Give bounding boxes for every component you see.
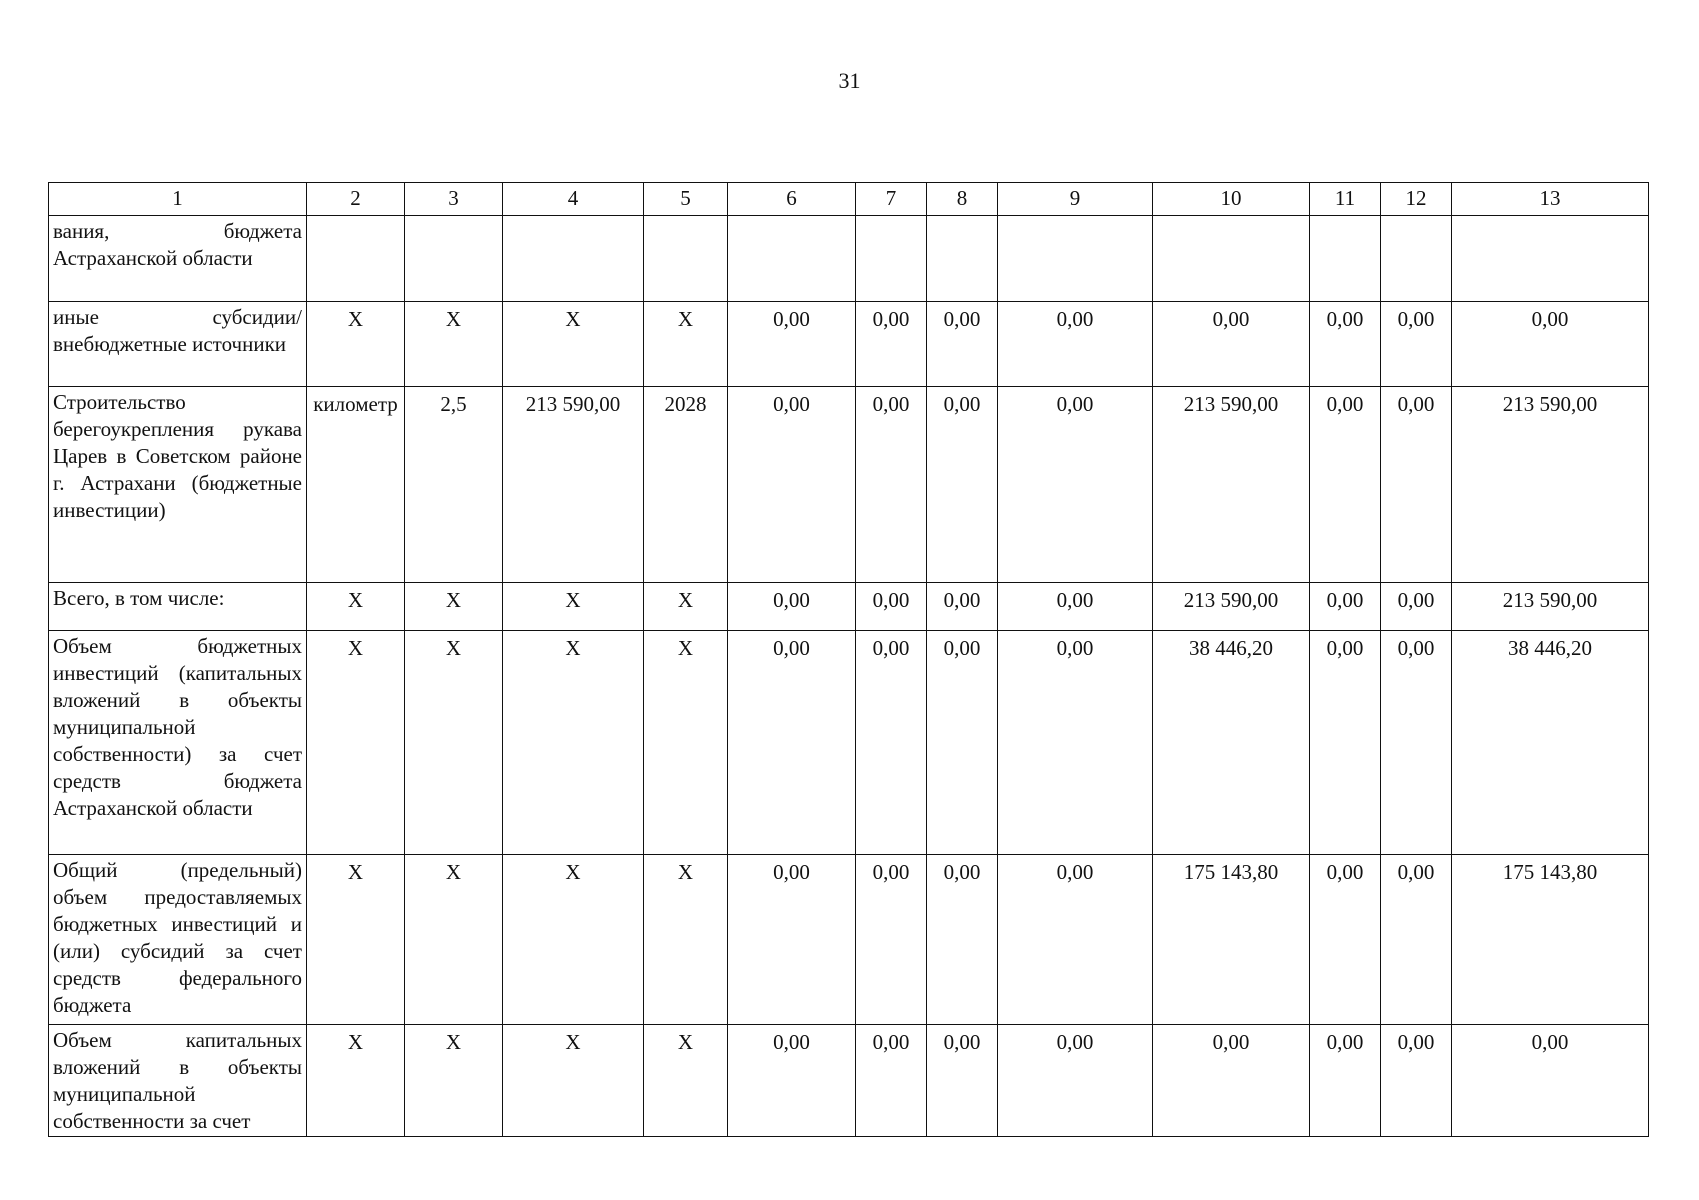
table-cell: 0,00 [927, 302, 998, 387]
table-row [49, 583, 1649, 631]
table-cell: 0,00 [728, 855, 856, 1025]
row-name-cell: Всего, в том числе: [49, 583, 307, 631]
table-cell: 0,00 [1381, 855, 1452, 1025]
table-cell: 0,00 [856, 1025, 927, 1137]
table-cell: X [405, 302, 503, 387]
table-row [49, 855, 1649, 1025]
table-cell: 0,00 [1381, 631, 1452, 855]
table-cell: X [644, 302, 728, 387]
header-cell: 9 [998, 183, 1153, 216]
table-cell: 0,00 [856, 387, 927, 583]
header-cell: 11 [1310, 183, 1381, 216]
row-name-cell: вания, бюджета Астраханской области [49, 216, 307, 302]
table-cell [1381, 216, 1452, 302]
table-cell: X [405, 631, 503, 855]
table-cell: 0,00 [927, 855, 998, 1025]
table-cell [1310, 216, 1381, 302]
table-cell: X [503, 1025, 644, 1137]
table-cell: 0,00 [927, 583, 998, 631]
table-cell: 0,00 [1310, 631, 1381, 855]
table-cell: X [644, 631, 728, 855]
table-cell: 38 446,20 [1153, 631, 1310, 855]
header-cell: 10 [1153, 183, 1310, 216]
header-cell: 4 [503, 183, 644, 216]
table-cell: 38 446,20 [1452, 631, 1649, 855]
table-cell: 0,00 [728, 1025, 856, 1137]
table-cell: 0,00 [856, 855, 927, 1025]
table-cell: X [307, 1025, 405, 1137]
table-cell: X [307, 583, 405, 631]
table-row [49, 1025, 1649, 1137]
table-cell: 0,00 [998, 1025, 1153, 1137]
table-cell: X [644, 855, 728, 1025]
table-row [49, 631, 1649, 855]
table-cell: 0,00 [1452, 302, 1649, 387]
table-cell: километр [307, 387, 405, 583]
table-cell: 175 143,80 [1452, 855, 1649, 1025]
table-cell: X [405, 855, 503, 1025]
table-cell [728, 216, 856, 302]
header-cell: 8 [927, 183, 998, 216]
table-row [49, 216, 1649, 302]
table-cell [856, 216, 927, 302]
header-cell: 7 [856, 183, 927, 216]
table-cell: 213 590,00 [503, 387, 644, 583]
header-cell: 1 [49, 183, 307, 216]
table-cell: 0,00 [1310, 583, 1381, 631]
table-cell: 0,00 [1452, 1025, 1649, 1137]
table-cell: 0,00 [856, 583, 927, 631]
header-cell: 2 [307, 183, 405, 216]
table-cell: 0,00 [1381, 583, 1452, 631]
table-cell: 0,00 [856, 631, 927, 855]
table-row [49, 302, 1649, 387]
row-name-cell: Общий (предельный) объем предоставляемых бюджетных инвестиций и (или) субсидий за счет средств федерального бюджета [49, 855, 307, 1025]
table-cell [405, 216, 503, 302]
table-cell: 0,00 [728, 631, 856, 855]
table-cell: X [405, 583, 503, 631]
table-cell: 2,5 [405, 387, 503, 583]
table-cell: 213 590,00 [1153, 387, 1310, 583]
table-cell: X [503, 631, 644, 855]
table-cell: 0,00 [1381, 387, 1452, 583]
table-cell: X [503, 583, 644, 631]
row-name-cell: Объем бюджетных инвестиций (капитальных вложений в объекты муниципальной собственности) за счет средств бюджета Астраханской области [49, 631, 307, 855]
table-cell [307, 216, 405, 302]
table-cell: X [503, 855, 644, 1025]
table-cell [503, 216, 644, 302]
table-cell: 0,00 [1310, 302, 1381, 387]
table-cell: 0,00 [728, 387, 856, 583]
table-cell: 0,00 [998, 583, 1153, 631]
table-cell: X [307, 302, 405, 387]
table-cell: 213 590,00 [1153, 583, 1310, 631]
table-cell: 0,00 [856, 302, 927, 387]
table-cell: 2028 [644, 387, 728, 583]
header-row [49, 183, 1649, 216]
header-cell: 3 [405, 183, 503, 216]
table-cell: 0,00 [728, 583, 856, 631]
table-cell: 0,00 [1153, 1025, 1310, 1137]
table-row [49, 387, 1649, 583]
budget-table [48, 182, 1649, 1137]
table-cell: 0,00 [1381, 302, 1452, 387]
header-cell: 5 [644, 183, 728, 216]
table-cell: X [405, 1025, 503, 1137]
table-cell: 0,00 [1310, 1025, 1381, 1137]
table-cell: 0,00 [998, 855, 1153, 1025]
table-cell: X [644, 1025, 728, 1137]
table-cell: 175 143,80 [1153, 855, 1310, 1025]
table-cell [644, 216, 728, 302]
table-cell: 0,00 [998, 631, 1153, 855]
row-name-cell: Объем капитальных вложений в объекты муниципальной собственности за счет [49, 1025, 307, 1137]
table-cell [927, 216, 998, 302]
table-cell: X [307, 631, 405, 855]
row-name-cell: иные субсидии/ внебюджетные источники [49, 302, 307, 387]
table-cell: 0,00 [1310, 387, 1381, 583]
table-cell: 0,00 [1153, 302, 1310, 387]
table-cell: X [503, 302, 644, 387]
table-cell: 0,00 [1381, 1025, 1452, 1137]
table-cell: X [644, 583, 728, 631]
table-cell: 0,00 [927, 631, 998, 855]
table-cell: 0,00 [998, 302, 1153, 387]
table-cell [1452, 216, 1649, 302]
table-cell: X [307, 855, 405, 1025]
table-cell: 0,00 [927, 387, 998, 583]
page-number: 31 [838, 68, 861, 93]
table-cell: 213 590,00 [1452, 583, 1649, 631]
row-name-cell: Строительство берегоукрепления рукава Царев в Советском районе г. Астрахани (бюджетные инвестиции) [49, 387, 307, 583]
header-cell: 12 [1381, 183, 1452, 216]
table-cell [1153, 216, 1310, 302]
header-cell: 13 [1452, 183, 1649, 216]
table-cell: 0,00 [998, 387, 1153, 583]
header-cell: 6 [728, 183, 856, 216]
table-cell: 0,00 [1310, 855, 1381, 1025]
table-cell: 0,00 [728, 302, 856, 387]
table-cell: 0,00 [927, 1025, 998, 1137]
table-cell [998, 216, 1153, 302]
table-cell: 213 590,00 [1452, 387, 1649, 583]
